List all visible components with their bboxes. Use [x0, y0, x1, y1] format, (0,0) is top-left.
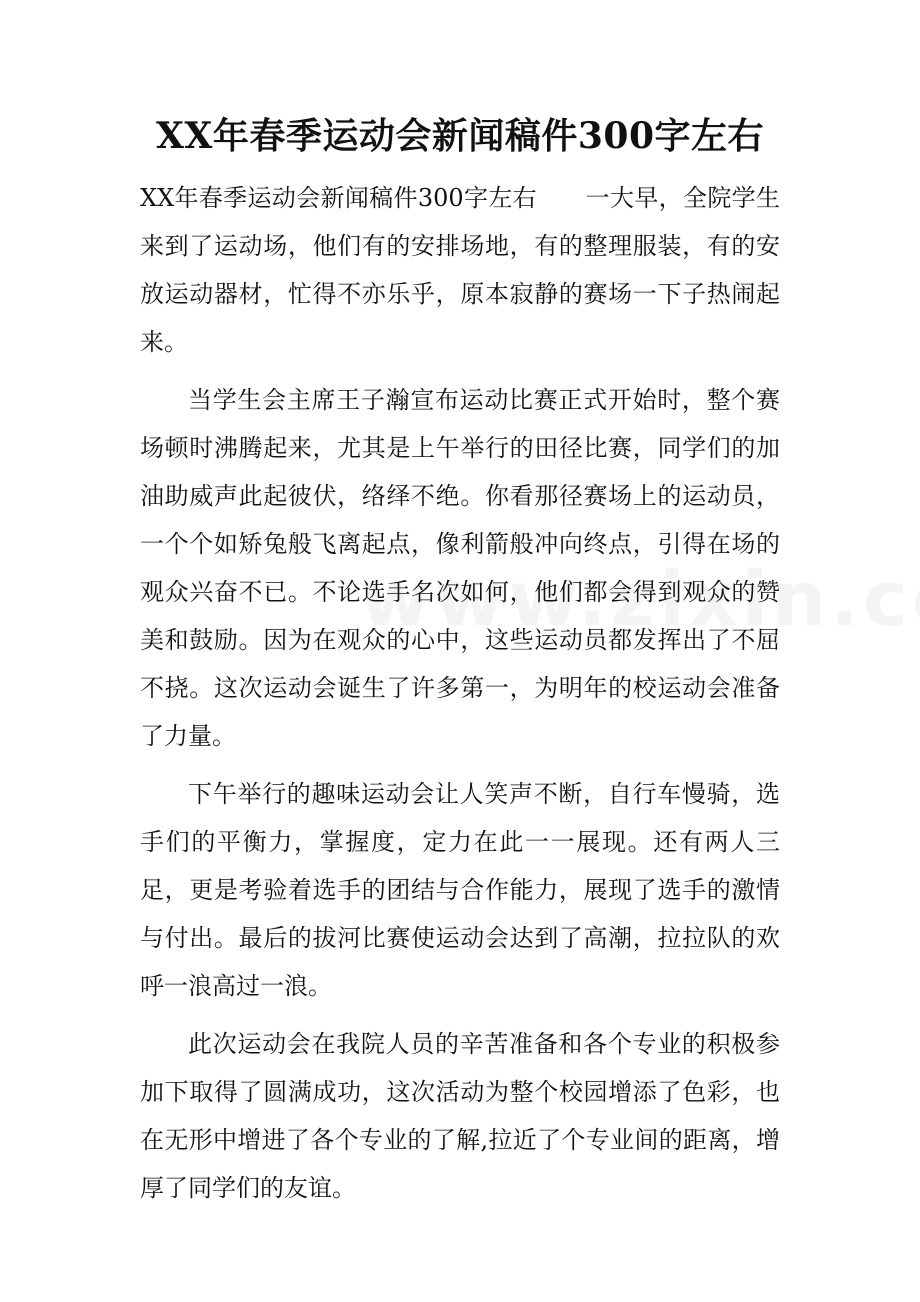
document-body	[140, 174, 780, 1222]
paragraph-intro: XX年春季运动会新闻稿件300字左右 一大早，全院学生来到了运动场，他们有的安排场地，有的整理服装，有的安放运动器材，忙得不亦乐乎，原本寂静的赛场一下子热闹起来。	[140, 184, 780, 356]
paragraph-afternoon-events: 下午举行的趣味运动会让人笑声不断，自行车慢骑，选手们的平衡力，掌握度，定力在此一一展现。还有两人三足，更是考验着选手的团结与合作能力，展现了选手的激情与付出。最后的拔河比赛使运动会达到了高潮，拉拉队的欢呼一浪高过一浪。	[140, 780, 780, 1000]
document-title: XX年春季运动会新闻稿件300字左右	[155, 115, 764, 157]
paragraph-conclusion: 此次运动会在我院人员的辛苦准备和各个专业的积极参加下取得了圆满成功，这次活动为整个校园增添了色彩，也在无形中增进了各个专业的了解,拉近了个专业间的距离，增厚了同学们的友谊。	[140, 1030, 780, 1202]
paragraph-morning-events: 当学生会主席王子瀚宣布运动比赛正式开始时，整个赛场顿时沸腾起来，尤其是上午举行的田径比赛，同学们的加油助威声此起彼伏，络绎不绝。你看那径赛场上的运动员，一个个如矫兔般飞离起点，像利箭般冲向终点，引得在场的观众兴奋不已。不论选手名次如何，他们都会得到观众的赞美和鼓励。因为在观众的心中，这些运动员都发挥出了不屈不挠。这次运动会诞生了许多第一，为明年的校运动会准备了力量。	[140, 386, 780, 750]
